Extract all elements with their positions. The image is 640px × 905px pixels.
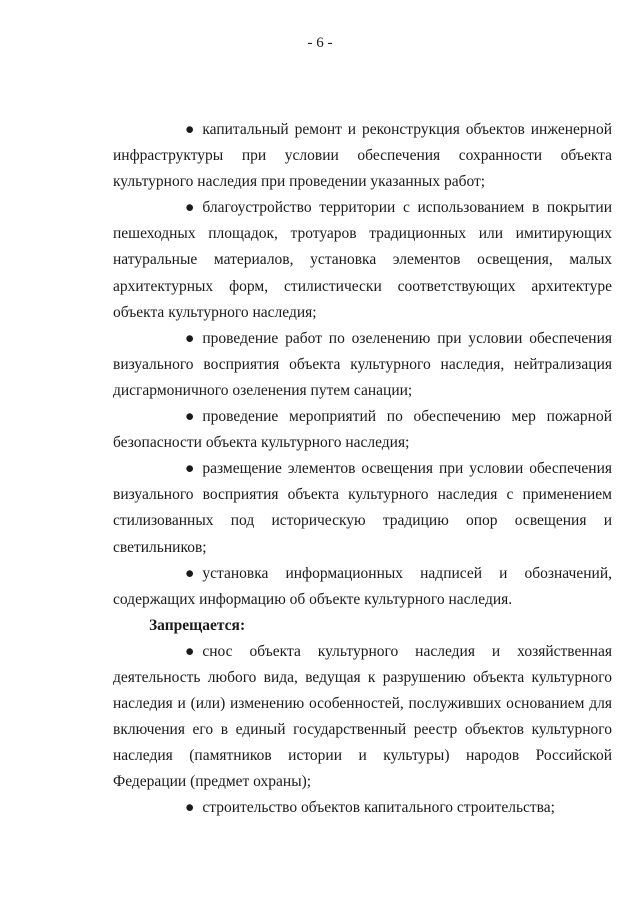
list-item xyxy=(113,639,612,796)
list-item xyxy=(113,195,612,325)
bullet-icon: ● xyxy=(185,564,195,582)
list-item xyxy=(113,795,612,821)
section-heading-prohibited: Запрещается: xyxy=(149,616,246,634)
bullet-icon: ● xyxy=(185,408,195,426)
list-item-text: установка информационных надписей и обозначений, содержащих информацию об объекте культурного наследия. xyxy=(113,564,612,608)
page-number: - 6 - xyxy=(307,35,333,51)
list-item xyxy=(113,456,612,560)
bullet-icon: ● xyxy=(185,460,195,478)
document-body xyxy=(113,117,612,822)
list-item xyxy=(113,326,612,404)
list-item-text: капитальный ремонт и реконструкция объектов инженерной инфраструктуры при условии обеспечения сохранности объекта культурного наследия при проведении указанных работ; xyxy=(113,121,612,191)
bullet-icon: ● xyxy=(185,199,195,217)
bullet-icon: ● xyxy=(185,121,195,138)
list-item-text: размещение элементов освещения при условии обеспечения визуального восприятия объекта культурного наследия с применением стилизованных под историческую традицию опор освещения и светильников; xyxy=(113,460,612,556)
list-item xyxy=(113,404,612,456)
list-item-text: строительство объектов капитального строительства; xyxy=(202,799,555,817)
list-item-text: проведение мероприятий по обеспечению мер пожарной безопасности объекта культурного наследия; xyxy=(113,408,612,452)
list-item-text: проведение работ по озеленению при условии обеспечения визуального восприятия объекта культурного наследия, нейтрализация дисгармоничного озеленения путем санации; xyxy=(113,329,612,399)
list-item-text: благоустройство территории с использованием в покрытии пешеходных площадок, тротуаров традиционных или имитирующих натуральные материалов, установка элементов освещения, малых архитектурных форм, стилистически соответствующих архитектуре объекта культурного наследия; xyxy=(113,199,612,321)
bullet-icon: ● xyxy=(185,799,195,817)
list-item-text: снос объекта культурного наследия и хозяйственная деятельность любого вида, ведущая к разрушению объекта культурного наследия и (или) изменению особенностей, послуживших основанием для включения его в единый государственный реестр объектов культурного наследия (памятников истории и культуры) народов Российской Федерации (предмет охраны); xyxy=(113,642,612,791)
bullet-icon: ● xyxy=(185,329,195,347)
bullet-icon: ● xyxy=(185,642,195,660)
list-item xyxy=(113,117,612,195)
list-item xyxy=(113,561,612,613)
